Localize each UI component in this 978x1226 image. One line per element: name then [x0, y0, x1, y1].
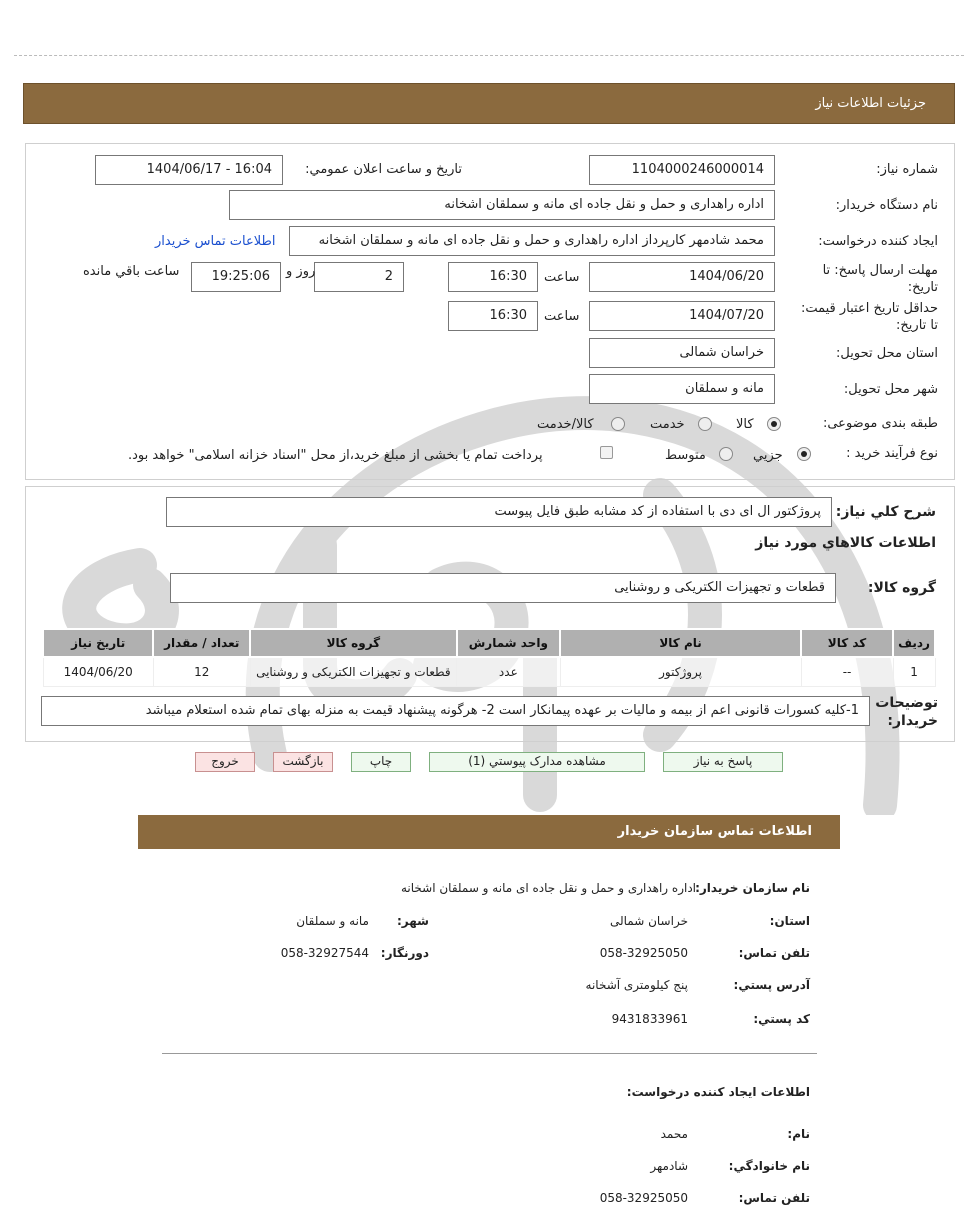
- notes-label-2: خريدار:: [887, 713, 938, 729]
- name-value: محمد: [660, 1127, 688, 1141]
- cell-qty: 12: [153, 657, 250, 687]
- city-contact-label: شهر:: [397, 914, 429, 928]
- attachments-button[interactable]: مشاهده مدارک پيوستي (1): [429, 752, 645, 772]
- remaining-label: ساعت باقي مانده: [83, 264, 180, 279]
- days-field: 2: [314, 262, 404, 292]
- validity-date-field: 1404/07/20: [589, 301, 775, 331]
- page-title: جزئيات اطلاعات نياز: [815, 96, 926, 111]
- deadline-time-label: ساعت: [544, 270, 580, 285]
- family-value: شادمهر: [650, 1159, 688, 1173]
- back-button[interactable]: بازگشت: [273, 752, 333, 772]
- creator-label: ايجاد کننده درخواست:: [818, 234, 938, 249]
- col-date: تاريخ نياز: [43, 629, 153, 657]
- deadline-date-field: 1404/06/20: [589, 262, 775, 292]
- announce-label: تاريخ و ساعت اعلان عمومي:: [305, 162, 462, 177]
- category-radio-both[interactable]: [611, 417, 625, 431]
- remaining-time-field: 19:25:06: [191, 262, 281, 292]
- col-qty: تعداد / مقدار: [153, 629, 250, 657]
- notes-field: 1-کلیه کسورات قانونی اعم از بیمه و مالیات بر عهده پیمانکار است 2- هرگونه پیشنهاد قیمت به منزله بهای تمام شده استعلام میباشد: [41, 696, 870, 726]
- cell-unit: عدد: [457, 657, 561, 687]
- address-label: آدرس پستي:: [733, 978, 810, 992]
- col-name: نام کالا: [560, 629, 801, 657]
- city-contact-value: مانه و سملقان: [296, 914, 369, 928]
- col-unit: واحد شمارش: [457, 629, 561, 657]
- province-contact-value: خراسان شمالی: [609, 914, 688, 928]
- top-divider: [14, 55, 964, 56]
- cell-date: 1404/06/20: [43, 657, 153, 687]
- city-label: شهر محل تحويل:: [843, 382, 938, 397]
- summary-field: پروژکتور ال ای دی با استفاده از کد مشابه طبق فایل پیوست: [166, 497, 832, 527]
- category-option-goods: کالا: [736, 417, 754, 432]
- announce-field: 1404/06/17 - 16:04: [95, 155, 283, 185]
- process-option-minor: جزيي: [753, 448, 783, 463]
- cell-row: 1: [893, 657, 935, 687]
- print-button[interactable]: چاپ: [351, 752, 411, 772]
- validity-label-1: حداقل تاريخ اعتبار قيمت:: [800, 301, 938, 316]
- buyer-label: نام دستگاه خريدار:: [835, 198, 938, 213]
- creator-field: محمد شادمهر کارپرداز اداره راهداری و حمل و نقل جاده ای مانه و سملقان اشخانه: [289, 226, 775, 256]
- col-group: گروه کالا: [250, 629, 456, 657]
- col-code: کد کالا: [801, 629, 893, 657]
- org-value: اداره راهداری و حمل و نقل جاده ای مانه و سملقان اشخانه: [400, 881, 696, 895]
- process-label: نوع فرآيند خريد :: [846, 446, 938, 461]
- items-table-header-row: [43, 629, 935, 657]
- fax-value: 058-32927544: [280, 946, 369, 960]
- deadline-label-2: تاريخ:: [907, 280, 938, 295]
- creator-phone-label: تلفن تماس:: [738, 1191, 810, 1205]
- category-radio-goods[interactable]: [767, 417, 781, 431]
- creator-section-title: اطلاعات ايجاد کننده درخواست:: [626, 1085, 810, 1099]
- table-row: [43, 657, 935, 687]
- validity-time-field: 16:30: [448, 301, 538, 331]
- days-label: روز و: [286, 264, 316, 279]
- contact-header: [138, 815, 840, 849]
- exit-button[interactable]: خروج: [195, 752, 255, 772]
- phone-label: تلفن تماس:: [738, 946, 810, 960]
- address-value: پنج کیلومتری آشخانه: [585, 978, 688, 992]
- col-row: رديف: [893, 629, 935, 657]
- fax-label: دورنگار:: [380, 946, 429, 960]
- summary-label: شرح کلي نياز:: [835, 504, 936, 520]
- cell-group: قطعات و تجهيزات الکتريکی و روشنايی: [250, 657, 456, 687]
- contact-title: اطلاعات تماس سازمان خريدار: [617, 824, 812, 839]
- province-label: استان محل تحويل:: [836, 346, 938, 361]
- creator-phone-value: 058-32925050: [599, 1191, 688, 1205]
- deadline-time-field: 16:30: [448, 262, 538, 292]
- process-radio-minor[interactable]: [797, 447, 811, 461]
- notes-label-1: توضيحات: [875, 695, 938, 711]
- category-label: طبقه بندی موضوعی:: [822, 416, 938, 431]
- category-option-service: خدمت: [650, 417, 685, 432]
- cell-code: --: [801, 657, 893, 687]
- buyer-field: اداره راهداری و حمل و نقل جاده ای مانه و سملقان اشخانه: [229, 190, 775, 220]
- org-label: نام سازمان خريدار:: [695, 881, 810, 895]
- items-table: [42, 628, 936, 687]
- group-field: قطعات و تجهيزات الکتريکی و روشنايی: [170, 573, 836, 603]
- validity-time-label: ساعت: [544, 309, 580, 324]
- need-number-field: 1104000246000014: [589, 155, 775, 185]
- cell-name: پروژکتور: [560, 657, 801, 687]
- process-radio-medium[interactable]: [719, 447, 733, 461]
- reply-button[interactable]: پاسخ به نياز: [663, 752, 783, 772]
- family-label: نام خانوادگي:: [728, 1159, 810, 1173]
- buyer-contact-link[interactable]: اطلاعات تماس خريدار: [155, 234, 276, 249]
- deadline-label-1: مهلت ارسال پاسخ: تا: [822, 263, 938, 278]
- need-number-label: شماره نياز:: [876, 162, 938, 177]
- category-option-both: کالا/خدمت: [537, 417, 594, 432]
- page-header: [23, 83, 955, 124]
- city-field: مانه و سملقان: [589, 374, 775, 404]
- postal-label: کد پستي:: [753, 1012, 810, 1026]
- name-label: نام:: [787, 1127, 810, 1141]
- process-option-medium: متوسط: [665, 448, 706, 463]
- phone-value: 058-32925050: [599, 946, 688, 960]
- category-radio-service[interactable]: [698, 417, 712, 431]
- treasury-checkbox[interactable]: [600, 446, 613, 459]
- province-field: خراسان شمالی: [589, 338, 775, 368]
- contact-divider: [162, 1053, 817, 1054]
- group-label: گروه کالا:: [867, 580, 936, 596]
- validity-label-2: تا تاريخ:: [896, 318, 938, 333]
- goods-info-title: اطلاعات کالاهاي مورد نياز: [755, 535, 936, 551]
- payment-note: پرداخت تمام يا بخشی از مبلغ خريد،از محل "اسناد خزانه اسلامی" خواهد بود.: [128, 448, 543, 463]
- province-contact-label: استان:: [769, 914, 810, 928]
- postal-value: 9431833961: [611, 1012, 688, 1026]
